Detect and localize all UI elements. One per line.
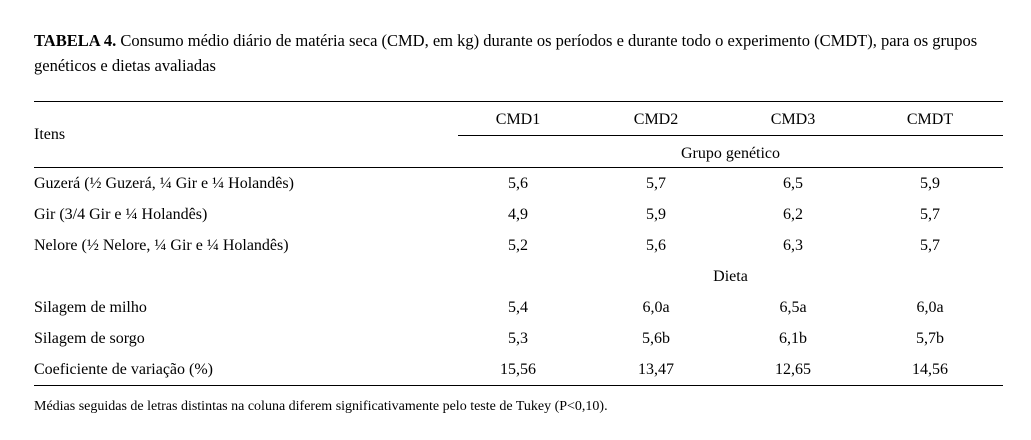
table-caption: [34, 28, 1009, 78]
row-value-cmd1: 5,3: [508, 330, 528, 347]
header-cmdt: CMDT: [906, 111, 954, 128]
row-value-cmdt: 5,7: [920, 237, 940, 254]
row-value-cmd3: 12,65: [775, 361, 811, 378]
caption-text: Consumo médio diário de matéria seca (CMD, em kg) durante os períodos e durante todo o experimento (CMDT), para os grupos genéticos e dietas avaliadas: [34, 31, 978, 75]
row-value-cmd3: 6,5: [783, 175, 803, 192]
row-value-cmd3: 6,5a: [779, 299, 807, 316]
row-value-cmd1: 15,56: [500, 361, 536, 378]
row-value-cmdt: 5,7: [920, 206, 940, 223]
table-footnote: Médias seguidas de letras distintas na coluna diferem significativamente pelo teste de Tukey (P<0,10).: [34, 399, 608, 414]
row-value-cmd2: 13,47: [638, 361, 674, 378]
row-value-cmdt: 5,7b: [916, 330, 944, 347]
row-value-cmdt: 14,56: [912, 361, 948, 378]
header-bottom-rule: [34, 167, 1003, 168]
row-label: Guzerá (½ Guzerá, ¼ Gir e ¼ Holandês): [34, 175, 294, 192]
row-value-cmd3: 6,3: [783, 237, 803, 254]
row-value-cmd2: 5,7: [646, 175, 666, 192]
row-value-cmd1: 5,6: [508, 175, 528, 192]
row-value-cmdt: 6,0a: [916, 299, 944, 316]
row-value-cmd2: 5,9: [646, 206, 666, 223]
row-label: Coeficiente de variação (%): [34, 361, 214, 378]
row-value-cmd2: 5,6b: [642, 330, 670, 347]
row-value-cmd3: 6,2: [783, 206, 803, 223]
row-value-cmdt: 5,9: [920, 175, 940, 192]
bottom-rule: [34, 385, 1003, 386]
header-cmd2: CMD2: [633, 111, 679, 128]
caption-label: TABELA 4.: [34, 31, 117, 50]
header-cmd3: CMD3: [770, 111, 816, 128]
row-value-cmd2: 5,6: [646, 237, 666, 254]
row-value-cmd1: 5,2: [508, 237, 528, 254]
row-label: Nelore (½ Nelore, ¼ Gir e ¼ Holandês): [34, 237, 289, 254]
row-value-cmd1: 4,9: [508, 206, 528, 223]
row-label: Silagem de milho: [34, 299, 147, 316]
top-rule: [34, 101, 1003, 102]
row-label: Silagem de sorgo: [34, 330, 145, 347]
header-items: Itens: [34, 126, 66, 143]
row-label: Gir (3/4 Gir e ¼ Holandês): [34, 206, 208, 223]
header-cmd1: CMD1: [495, 111, 541, 128]
row-value-cmd3: 6,1b: [779, 330, 807, 347]
header-sub-rule: [458, 135, 1003, 136]
row-value-cmd2: 6,0a: [642, 299, 670, 316]
section-title-grupo-genetico: Grupo genético: [680, 145, 781, 162]
row-value-cmd1: 5,4: [508, 299, 528, 316]
section-title-dieta: Dieta: [713, 268, 748, 285]
